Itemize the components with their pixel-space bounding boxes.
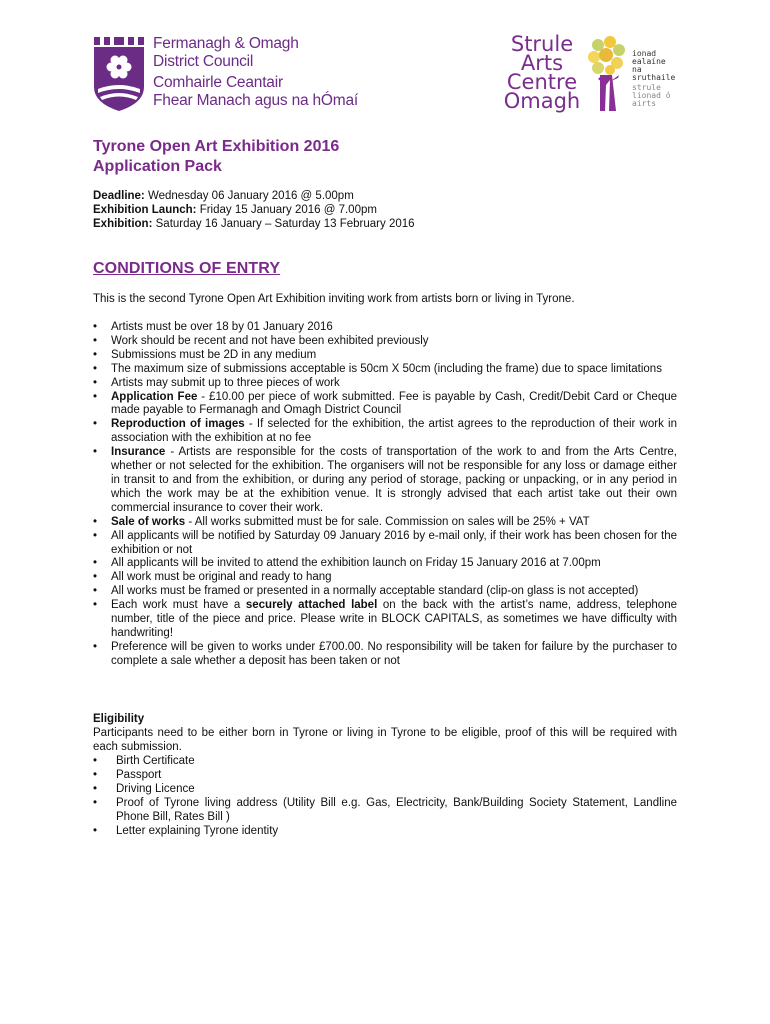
conditions-intro: This is the second Tyrone Open Art Exhibition inviting work from artists born or living in Tyrone. — [93, 293, 575, 305]
item-text: All applicants will be notified by Saturday 09 January 2016 by e-mail only, if their work has been chosen for the exhibition or not — [111, 529, 677, 556]
item-text: - £10.00 per piece of work submitted. Fee is payable by Cash, Credit/Debit Card or Cheque made payable to Fermanagh and Omagh District Council — [111, 390, 678, 417]
list-item: • Driving Licence — [93, 783, 677, 797]
date-label: Deadline: — [93, 190, 145, 202]
eligibility-list — [93, 755, 677, 838]
council-line-4: Fhear Manach agus na hÓmaí — [153, 91, 359, 109]
strule-line-1: Strule — [510, 32, 574, 56]
strule-arts-logo — [498, 32, 678, 113]
item-text: Each work must have a — [111, 599, 246, 612]
strule-irish-5: lionad ó — [632, 91, 671, 100]
item-text: All applicants will be invited to attend the exhibition launch on Friday 15 January 2016 at 7.00pm — [111, 557, 601, 570]
item-text: Work should be recent and not have been exhibited previously — [111, 334, 429, 347]
key-dates — [93, 189, 415, 231]
strule-irish-6: airts — [632, 99, 657, 108]
list-item — [93, 571, 677, 585]
strule-irish-3: sruthaile — [632, 73, 676, 82]
date-row-deadline — [93, 189, 415, 203]
eligibility-text: Participants need to be either born in Tyrone or living in Tyrone to be eligible, proof of this will be required with each submission. — [93, 727, 677, 753]
council-line-2: District Council — [153, 52, 254, 70]
list-item — [93, 585, 677, 599]
item-text: Artists may submit up to three pieces of work — [111, 376, 340, 389]
item-bold: Application Fee — [111, 390, 198, 403]
title-line-1: Tyrone Open Art Exhibition 2016 — [93, 138, 340, 155]
date-value: Friday 15 January 2016 @ 7.00pm — [199, 204, 377, 216]
list-item — [93, 349, 677, 363]
date-row-launch — [93, 203, 415, 217]
strule-line-3: Centre — [506, 70, 578, 94]
list-item — [93, 363, 677, 377]
strule-wordmark — [498, 32, 586, 113]
date-label: Exhibition Launch: — [93, 204, 197, 216]
date-row-exhibition — [93, 217, 415, 231]
item-text: All work must be original and ready to hang — [111, 571, 332, 584]
date-value: Wednesday 06 January 2016 @ 5.00pm — [147, 190, 354, 202]
eligibility-heading: Eligibility — [93, 713, 145, 725]
date-value: Saturday 16 January – Saturday 13 February 2016 — [155, 218, 415, 230]
date-label: Exhibition: — [93, 218, 153, 230]
council-name — [153, 35, 358, 109]
list-item — [93, 557, 677, 571]
item-bold: securely attached label — [245, 599, 378, 612]
item-text: - All works submitted must be for sale. Commission on sales will be 25% + VAT — [185, 515, 590, 528]
strule-tree-logo-icon — [586, 35, 628, 111]
council-crest-icon — [92, 37, 146, 111]
list-item — [93, 391, 677, 419]
list-item — [93, 599, 677, 641]
title-line-2: Application Pack — [93, 158, 222, 175]
conditions-heading: CONDITIONS OF ENTRY — [93, 260, 281, 277]
item-text: Artists must be over 18 by 01 January 2016 — [111, 321, 333, 333]
item-bold: Reproduction of images — [111, 418, 245, 431]
strule-irish-4: strule — [632, 83, 661, 92]
strule-irish-1: ionad — [632, 49, 657, 58]
item-bold: Sale of works — [111, 515, 186, 528]
list-item — [93, 335, 677, 349]
document-title — [93, 137, 339, 177]
list-item: • Birth Certificate — [93, 755, 677, 769]
item-text: All works must be framed or presented in a normally acceptable standard (clip-on glass is not accepted) — [111, 585, 639, 598]
list-item — [93, 530, 677, 558]
item-text: Preference will be given to works under £700.00. No responsibility will be taken for failure by the purchaser to complete a sale whether a deposit has been taken or not — [111, 640, 677, 667]
council-line-3: Comhairle Ceantair — [153, 74, 283, 91]
strule-irish-2: ealaíne na — [632, 57, 666, 74]
list-item: • Letter explaining Tyrone identity — [93, 825, 677, 839]
list-item — [93, 446, 677, 516]
item-text: The maximum size of submissions acceptable is 50cm X 50cm (including the frame) due to space limitations — [111, 362, 662, 375]
list-item — [93, 377, 677, 391]
list-item — [93, 516, 677, 530]
conditions-list — [93, 321, 677, 669]
council-line-1: Fermanagh & Omagh — [153, 35, 299, 52]
item-bold: Insurance — [111, 446, 166, 459]
list-item: • Proof of Tyrone living address (Utility Bill e.g. Gas, Electricity, Bank/Building Society Statement, Landline Phone Bill, Rates Bill ) — [93, 797, 677, 825]
strule-line-4: Omagh — [503, 89, 581, 113]
item-text: on the back with the artist’s name, address, telephone number, title of the piece and price. Please write in BLOCK CAPITALS, as sometimes we have difficulty with handwriting! — [111, 599, 677, 639]
council-logo — [92, 37, 362, 112]
list-item — [93, 321, 677, 335]
list-item — [93, 641, 677, 669]
strule-irish-text — [632, 50, 678, 108]
list-item — [93, 418, 677, 446]
item-text: - Artists are responsible for the costs of transportation of the work to and from the Arts Centre, whether or not selected for the exhibition. The organisers will not be responsible for any loss or damage either in transit to and from the exhibition, or during any period of storage, packing or unpacking, or in any period in which the work may be at the exhibition venue. It is strongly advised that each artist take out their own commercial insurance to cover their work. — [111, 446, 677, 514]
strule-line-2: Arts — [520, 51, 564, 75]
item-text: Submissions must be 2D in any medium — [111, 348, 317, 361]
list-item: • Passport — [93, 769, 677, 783]
item-text: - If selected for the exhibition, the artist agrees to the reproduction of their work in association with the exhibition at no fee — [111, 418, 677, 445]
